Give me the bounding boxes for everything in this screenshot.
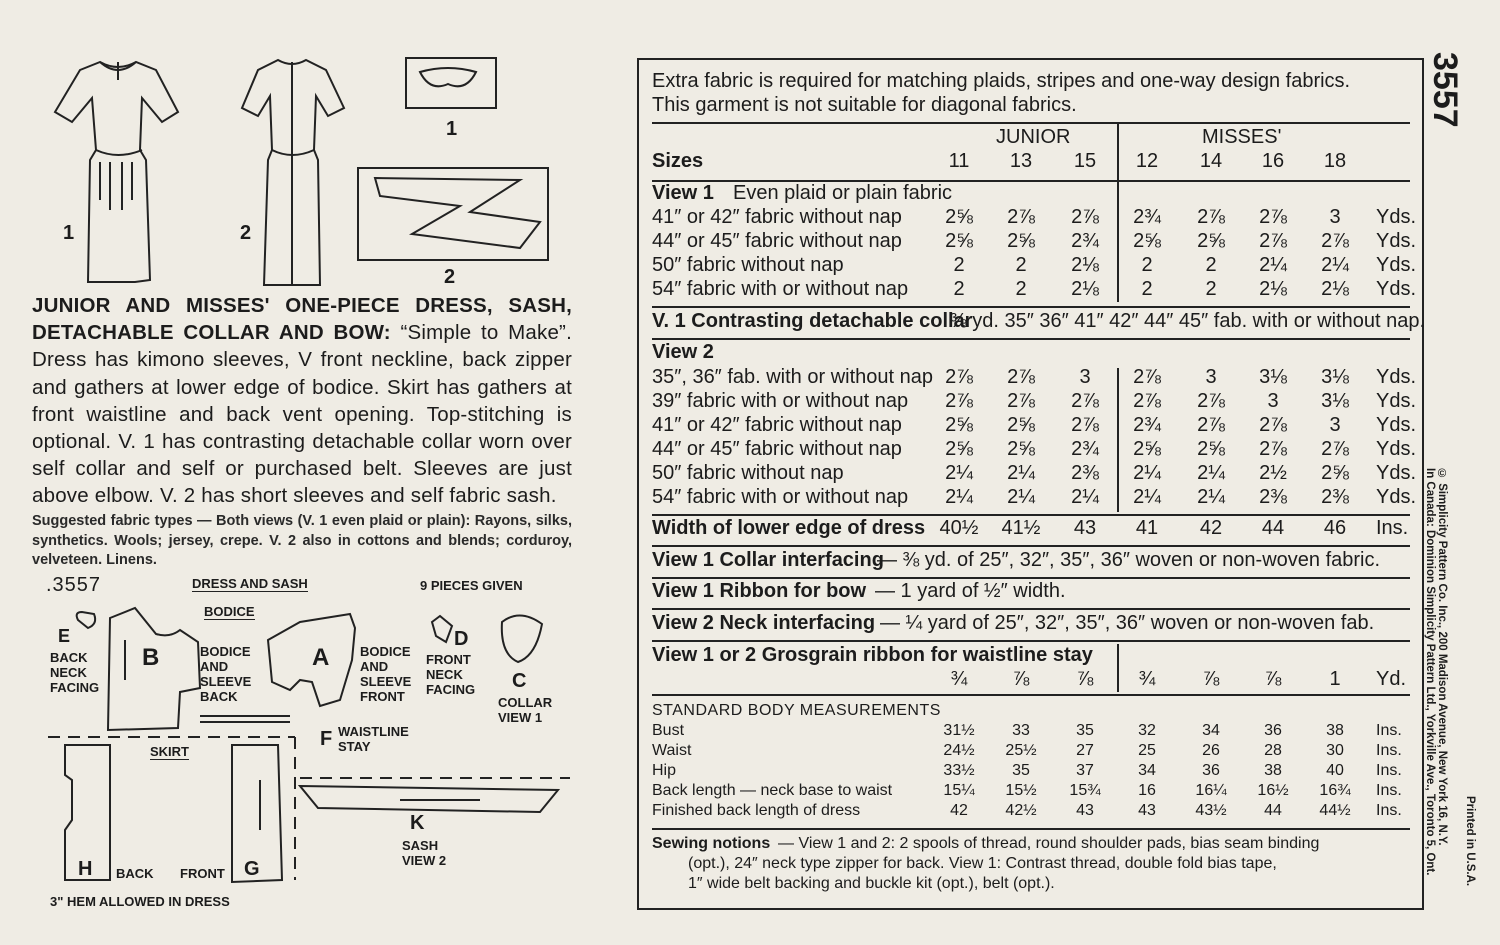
size-15: 15 — [1073, 150, 1097, 172]
sewing-notions-line-3: 1″ wide belt backing and buckle kit (opt.), belt (opt.). — [688, 875, 1055, 892]
fabric-types-text: — Both views (V. 1 even plaid or plain): Rayons, silks, synthetics. Wools; jersey, crepe. V. 2 also in cottons and blends; corduroy, velveteen. Linens. — [32, 513, 572, 568]
view1-value: 2 — [1205, 254, 1217, 276]
measure-value: 35 — [1012, 762, 1030, 779]
measure-value: 24½ — [943, 742, 975, 759]
dress-and-sash-label: DRESS AND SASH — [192, 576, 308, 591]
measure-value: 15¼ — [943, 782, 975, 799]
measure-value: 25½ — [1005, 742, 1037, 759]
piece-B-label: BODICE AND SLEEVE BACK — [200, 644, 252, 704]
view2-value: 2¼ — [1007, 486, 1035, 508]
view2-value: 2⅞ — [1197, 390, 1225, 412]
view2-value: 3⅛ — [1259, 366, 1287, 388]
measure-value: 43 — [1076, 802, 1094, 819]
view2-value: 2⅞ — [1071, 390, 1099, 412]
chart-intro-line-2: This garment is not suitable for diagonal fabrics. — [652, 94, 1077, 116]
view2-row-label: 35″, 36″ fab. with or without nap — [652, 366, 933, 388]
measure-value: 37 — [1076, 762, 1094, 779]
piece-E-letter: E — [58, 626, 71, 646]
piece-E-label: BACK NECK FACING — [50, 650, 100, 695]
view2-value: 3 — [1079, 366, 1091, 388]
measure-value: 34 — [1202, 722, 1220, 739]
grosgrain-value: ⅞ — [1076, 668, 1094, 690]
view1-value: 2⅞ — [1071, 206, 1099, 228]
measure-value: 15½ — [1005, 782, 1037, 799]
view1-heading: View 1 — [652, 182, 714, 204]
grosgrain-label: View 1 or 2 Grosgrain ribbon for waistline stay — [652, 644, 1093, 666]
unit-cell: Yds. — [1376, 254, 1417, 276]
sewing-notions-line-2: (opt.), 24″ neck type zipper for back. View 1: Contrast thread, double fold bias tape, — [688, 855, 1277, 872]
measure-value: 42½ — [1005, 802, 1037, 819]
view2-value: 2¼ — [1197, 486, 1225, 508]
view2-value: 2⅞ — [1007, 366, 1035, 388]
measure-value: 16 — [1138, 782, 1156, 799]
unit-cell: Ins. — [1376, 517, 1409, 539]
fabric-types-label: Suggested fabric types — [32, 513, 193, 529]
measure-value: 16½ — [1257, 782, 1289, 799]
hem-allowance-note: 3" HEM ALLOWED IN DRESS — [50, 894, 230, 909]
measure-value: 28 — [1264, 742, 1282, 759]
unit-cell: Yds. — [1376, 230, 1417, 252]
collar-interfacing-label: View 1 Collar interfacing — [652, 549, 884, 571]
view1-value: 2⅛ — [1071, 254, 1099, 276]
collar-box — [406, 58, 496, 108]
piece-F-letter: F — [320, 728, 333, 750]
view2-value: 2⅜ — [1321, 486, 1349, 508]
unit-cell: Yds. — [1376, 462, 1417, 484]
view2-value: 2½ — [1259, 462, 1287, 484]
measure-row-label: Bust — [652, 722, 685, 739]
piece-F-label: WAISTLINE STAY — [338, 724, 409, 754]
piece-K-letter: K — [410, 812, 425, 834]
neck-interfacing-label: View 2 Neck interfacing — [652, 612, 876, 634]
canada-text: In Canada: Dominion Simplicity Pattern Ltd., Yorkville Ave., Toronto 5, Ont. — [1424, 468, 1436, 876]
view1-value: 2⅞ — [1259, 230, 1287, 252]
view1-value: 2⅞ — [1197, 206, 1225, 228]
measure-value: 38 — [1326, 722, 1344, 739]
chart-intro-line-1: Extra fabric is required for matching plaids, stripes and one-way design fabrics. — [652, 70, 1351, 92]
piece-H-letter: H — [78, 858, 93, 880]
width-value: 41½ — [1001, 517, 1041, 539]
measure-value: 35 — [1076, 722, 1094, 739]
piece-B-letter: B — [142, 644, 160, 671]
view1-value: 2⅛ — [1259, 278, 1287, 300]
view1-value: 2⅝ — [1007, 230, 1035, 252]
width-value: 42 — [1199, 517, 1223, 539]
ribbon-bow-text: — 1 yard of ½″ width. — [875, 580, 1066, 602]
dress-view-2-sketch — [242, 60, 344, 285]
size-13: 13 — [1009, 150, 1033, 172]
width-value: 44 — [1261, 517, 1285, 539]
width-value: 46 — [1323, 517, 1347, 539]
size-16: 16 — [1261, 150, 1285, 172]
sketch-number-2: 2 — [240, 222, 252, 244]
view1-value: 2¾ — [1071, 230, 1099, 252]
view2-value: 2⅞ — [1133, 366, 1161, 388]
piece-A-label: BODICE AND SLEEVE FRONT — [360, 644, 412, 704]
width-value: 40½ — [939, 517, 979, 539]
view2-value: 2¾ — [1071, 438, 1099, 460]
view2-value: 2⅝ — [1007, 414, 1035, 436]
view2-value: 2⅞ — [945, 366, 973, 388]
view2-value: 2⅞ — [945, 390, 973, 412]
measure-value: 44½ — [1319, 802, 1351, 819]
measure-value: 33 — [1012, 722, 1030, 739]
view2-row-label: 41″ or 42″ fabric without nap — [652, 414, 902, 436]
view1-value: 2⅝ — [1133, 230, 1161, 252]
v1-contrast-text: ⅜ yd. 35″ 36″ 41″ 42″ 44″ 45″ fab. with or without nap. — [950, 310, 1425, 332]
printed-in-usa-vertical: Printed in U.S.A. — [1464, 796, 1476, 887]
view2-value: 2⅝ — [945, 438, 973, 460]
piece-A-letter: A — [312, 644, 330, 671]
pattern-number-vertical: 3557 — [1426, 52, 1464, 128]
view2-row-label: 44″ or 45″ fabric without nap — [652, 438, 902, 460]
description-body: “Simple to Make”. Dress has kimono sleeves, V front neckline, back zipper and gathers at lower edge of bodice. Skirt has gathers at front waistline and back vent opening. Top-stitching is optional. V. 1 has contrasting detachable collar worn over self collar and self or purchased belt. Sleeves are just above elbow. V. 2 has short sleeves and self fabric sash. — [32, 321, 572, 508]
view1-value: 2 — [1015, 278, 1027, 300]
view1-value: 2⅞ — [1321, 230, 1349, 252]
grosgrain-value: ⅞ — [1012, 668, 1030, 690]
view2-value: 2¼ — [1007, 462, 1035, 484]
size-18: 18 — [1323, 150, 1347, 172]
view2-value: 2¼ — [1071, 486, 1099, 508]
copyright-text: © Simplicity Pattern Co. Inc., 200 Madison Avenue, New York 16, N.Y. — [1436, 468, 1448, 846]
junior-header: JUNIOR — [996, 126, 1071, 148]
view2-value: 2⅞ — [1071, 414, 1099, 436]
size-14: 14 — [1199, 150, 1223, 172]
dress-view-1-sketch — [55, 62, 178, 282]
view1-value: 2 — [953, 278, 965, 300]
size-11: 11 — [948, 150, 970, 172]
measure-value: 36 — [1202, 762, 1220, 779]
view1-row-label: 54″ fabric with or without nap — [652, 278, 909, 300]
measure-value: 40 — [1326, 762, 1344, 779]
view2-value: 3 — [1205, 366, 1217, 388]
view2-row-label: 39″ fabric with or without nap — [652, 390, 909, 412]
view1-value: 2 — [1141, 278, 1153, 300]
measure-value: 27 — [1076, 742, 1094, 759]
view2-value: 2⅞ — [1133, 390, 1161, 412]
view1-value: 2⅞ — [1259, 206, 1287, 228]
grosgrain-value: 1 — [1329, 668, 1341, 690]
measure-value: 31½ — [943, 722, 975, 739]
unit-cell: Yd. — [1376, 668, 1407, 690]
view2-value: 2⅞ — [1259, 414, 1287, 436]
view2-value: 2¼ — [1133, 462, 1161, 484]
unit-cell: Ins. — [1376, 722, 1402, 739]
measure-value: 16¾ — [1319, 782, 1351, 799]
view1-value: 2¾ — [1133, 206, 1161, 228]
grosgrain-value: ⅞ — [1202, 668, 1220, 690]
unit-cell: Yds. — [1376, 414, 1417, 436]
view2-heading: View 2 — [652, 341, 714, 363]
view2-value: 2¼ — [945, 486, 973, 508]
unit-cell: Ins. — [1376, 802, 1402, 819]
view2-value: 2¾ — [1133, 414, 1161, 436]
view1-value: 2⅝ — [945, 206, 973, 228]
bodice-label: BODICE — [204, 604, 255, 619]
unit-cell: Ins. — [1376, 742, 1402, 759]
measure-value: 33½ — [943, 762, 975, 779]
view2-value: 2⅝ — [945, 414, 973, 436]
piece-H-label: BACK — [116, 866, 154, 881]
measure-value: 36 — [1264, 722, 1282, 739]
view1-value: 2 — [953, 254, 965, 276]
view2-row-label: 50″ fabric without nap — [652, 462, 844, 484]
neck-interfacing-text: — ¼ yard of 25″, 32″, 35″, 36″ woven or non-woven fab. — [880, 612, 1375, 634]
measure-value: 32 — [1138, 722, 1156, 739]
grosgrain-value: ¾ — [1138, 668, 1156, 690]
view1-row-label: 50″ fabric without nap — [652, 254, 844, 276]
width-lower-edge-label: Width of lower edge of dress — [652, 517, 926, 539]
view1-note: Even plaid or plain fabric — [733, 182, 953, 204]
view2-value: 2⅜ — [1071, 462, 1099, 484]
unit-cell: Yds. — [1376, 390, 1417, 412]
measure-value: 42 — [950, 802, 968, 819]
view1-value: 2 — [1141, 254, 1153, 276]
measurements-heading: STANDARD BODY MEASUREMENTS — [652, 702, 941, 719]
unit-cell: Ins. — [1376, 782, 1402, 799]
width-value: 41 — [1135, 517, 1159, 539]
left-panel — [0, 0, 625, 945]
measure-row-label: Back length — neck base to waist — [652, 782, 893, 799]
view1-value: 2¼ — [1321, 254, 1349, 276]
sewing-notions-label: Sewing notions — [652, 835, 771, 852]
view2-value: 2¼ — [945, 462, 973, 484]
sash-box — [358, 168, 548, 260]
view2-value: 2¼ — [1197, 462, 1225, 484]
view2-value: 2⅝ — [1197, 438, 1225, 460]
measure-value: 15¾ — [1069, 782, 1101, 799]
view1-value: 2⅝ — [945, 230, 973, 252]
measure-value: 16¼ — [1195, 782, 1227, 799]
unit-cell: Ins. — [1376, 762, 1402, 779]
piece-D-letter: D — [454, 628, 469, 650]
view1-value: 2 — [1205, 278, 1217, 300]
view2-value: 2⅝ — [1133, 438, 1161, 460]
view1-value: 2⅛ — [1071, 278, 1099, 300]
view2-value: 2⅞ — [1321, 438, 1349, 460]
view2-value: 3 — [1329, 414, 1341, 436]
unit-cell: Yds. — [1376, 206, 1417, 228]
misses-header: MISSES' — [1202, 126, 1282, 148]
view1-value: 2⅝ — [1197, 230, 1225, 252]
sketch-number-collar: 1 — [446, 118, 458, 140]
measure-value: 44 — [1264, 802, 1282, 819]
measure-value: 30 — [1326, 742, 1344, 759]
measure-value: 43½ — [1195, 802, 1227, 819]
view1-value: 3 — [1329, 206, 1341, 228]
measure-row-label: Hip — [652, 762, 677, 779]
size-12: 12 — [1135, 150, 1159, 172]
view2-value: 2⅞ — [1007, 390, 1035, 412]
unit-cell: Yds. — [1376, 438, 1417, 460]
v1-contrast-label: V. 1 Contrasting detachable collar — [652, 310, 973, 332]
piece-G-letter: G — [244, 858, 260, 880]
measure-value: 25 — [1138, 742, 1156, 759]
measure-value: 34 — [1138, 762, 1156, 779]
piece-D-label: FRONT NECK FACING — [426, 652, 476, 697]
pieces-given-label: 9 PIECES GIVEN — [420, 578, 523, 593]
unit-cell: Yds. — [1376, 486, 1417, 508]
pieces-pattern-number: .3557 — [46, 574, 102, 596]
suggested-fabric-types — [32, 512, 572, 571]
grosgrain-value: ⅞ — [1264, 668, 1282, 690]
unit-cell: Yds. — [1376, 278, 1417, 300]
piece-G-label: FRONT — [180, 866, 225, 881]
view2-value: 3⅛ — [1321, 390, 1349, 412]
view2-value: 2⅞ — [1259, 438, 1287, 460]
view1-value: 2¼ — [1259, 254, 1287, 276]
description-title: JUNIOR AND MISSES' ONE-PIECE DRESS, SASH, DETACHABLE COLLAR AND BOW: — [32, 294, 572, 345]
pattern-description — [32, 292, 572, 510]
view2-value: 3⅛ — [1321, 366, 1349, 388]
copyright-vertical — [1424, 468, 1448, 908]
collar-interfacing-text: — ⅜ yd. of 25″, 32″, 35″, 36″ woven or non-woven fabric. — [877, 549, 1381, 571]
sizes-label: Sizes — [652, 150, 704, 172]
grosgrain-value: ¾ — [950, 668, 968, 690]
view1-row-label: 41″ or 42″ fabric without nap — [652, 206, 902, 228]
measure-value: 38 — [1264, 762, 1282, 779]
view2-value: 2⅝ — [1007, 438, 1035, 460]
measure-value: 26 — [1202, 742, 1220, 759]
view1-value: 2 — [1015, 254, 1027, 276]
measure-row-label: Waist — [652, 742, 692, 759]
width-value: 43 — [1073, 517, 1097, 539]
view2-value: 2⅞ — [1197, 414, 1225, 436]
measure-row-label: Finished back length of dress — [652, 802, 861, 819]
view2-value: 3 — [1267, 390, 1279, 412]
skirt-label: SKIRT — [150, 744, 189, 759]
unit-cell: Yds. — [1376, 366, 1417, 388]
ribbon-bow-label: View 1 Ribbon for bow — [652, 580, 867, 602]
view2-value: 2⅝ — [1321, 462, 1349, 484]
piece-K-label: SASH VIEW 2 — [402, 838, 447, 868]
sketch-number-1: 1 — [63, 222, 75, 244]
view2-row-label: 54″ fabric with or without nap — [652, 486, 909, 508]
sewing-notions-line-1: — View 1 and 2: 2 spools of thread, round shoulder pads, bias seam binding — [778, 835, 1320, 852]
piece-C-letter: C — [512, 670, 527, 692]
view2-value: 2¼ — [1133, 486, 1161, 508]
view1-value: 2⅛ — [1321, 278, 1349, 300]
sketch-number-sash: 2 — [444, 266, 456, 288]
piece-C-label: COLLAR VIEW 1 — [498, 695, 553, 725]
view1-row-label: 44″ or 45″ fabric without nap — [652, 230, 902, 252]
measure-value: 43 — [1138, 802, 1156, 819]
view1-value: 2⅞ — [1007, 206, 1035, 228]
view2-value: 2⅜ — [1259, 486, 1287, 508]
